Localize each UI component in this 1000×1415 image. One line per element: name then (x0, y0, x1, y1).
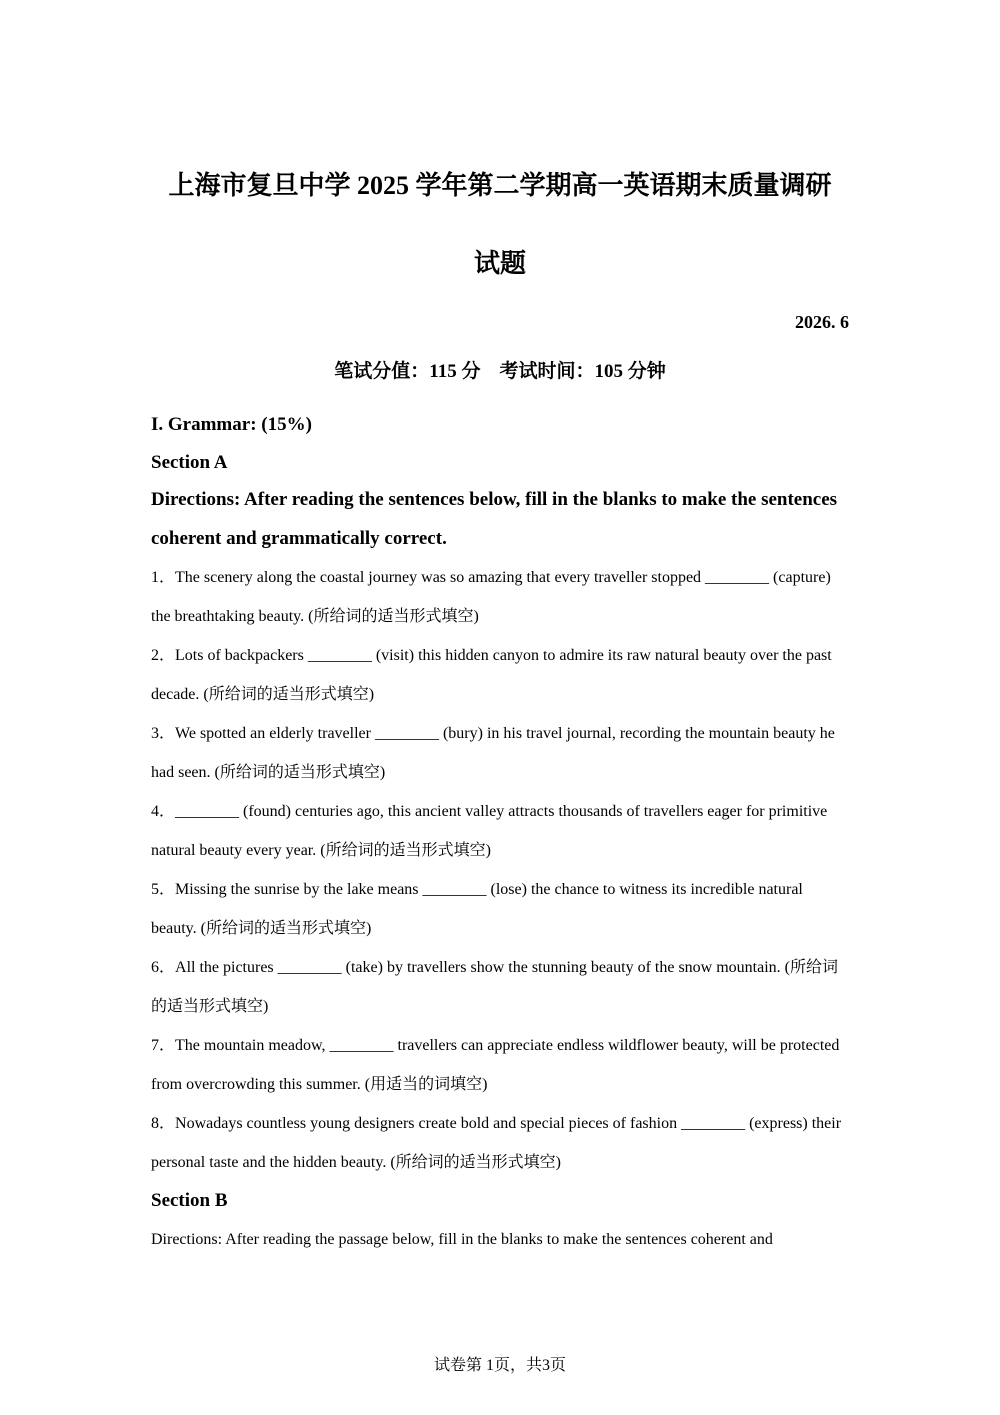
question-number: 3． (151, 725, 176, 742)
exam-date: 2026. 6 (795, 312, 849, 332)
question-number: 4． (151, 803, 176, 820)
question-item (151, 1104, 851, 1182)
question-text: Missing the sunrise by the lake means ________ (lose) the chance to witness its incredible natural beauty. (所给词的适当形式填空) (151, 881, 803, 937)
question-text: All the pictures ________ (take) by travellers show the stunning beauty of the snow mountain. (所给词的适当形式填空) (151, 959, 839, 1015)
section-b-directions: Directions: After reading the passage below, fill in the blanks to make the sentences coherent and (151, 1231, 773, 1248)
question-text: Nowadays countless young designers create bold and special pieces of fashion ________ (express) their personal taste and the hidden beauty. (所给词的适当形式填空) (151, 1115, 842, 1171)
question-number: 8． (151, 1115, 176, 1132)
question-item (151, 948, 851, 1026)
exam-meta: 笔试分值：115 分 考试时间：105 分钟 (334, 361, 666, 382)
question-number: 1． (151, 569, 176, 586)
question-number: 6． (151, 959, 176, 976)
question-text: The scenery along the coastal journey was so amazing that every traveller stopped ________ (capture) the breathtaking beauty. (所给词的适当形式填空) (151, 569, 831, 625)
question-number: 7． (151, 1037, 176, 1054)
question-text: Lots of backpackers ________ (visit) this hidden canyon to admire its raw natural beauty over the past decade. (所给词的适当形式填空) (151, 647, 832, 703)
question-text: The mountain meadow, ________ travellers can appreciate endless wildflower beauty, will be protected from overcrowding this summer. (用适当的词填空) (151, 1037, 840, 1093)
section-a-heading: Section A (151, 452, 228, 473)
exam-title-line2: 试题 (473, 249, 526, 278)
question-text: ________ (found) centuries ago, this ancient valley attracts thousands of travellers eager for primitive natural beauty every year. (所给词的适当形式填空) (151, 803, 828, 859)
section-b-heading: Section B (151, 1190, 228, 1211)
question-item (151, 558, 851, 636)
question-item (151, 636, 851, 714)
page-footer: 试卷第 1页，共3页 (433, 1357, 566, 1374)
question-text: We spotted an elderly traveller ________ (bury) in his travel journal, recording the mountain beauty he had seen. (所给词的适当形式填空) (151, 725, 835, 781)
question-item (151, 714, 851, 792)
exam-content (151, 412, 851, 1259)
question-item (151, 792, 851, 870)
question-item (151, 870, 851, 948)
question-number: 5． (151, 881, 176, 898)
exam-title-line1: 上海市复旦中学 2025 学年第二学期高一英语期末质量调研 (168, 171, 832, 200)
question-number: 2． (151, 647, 176, 664)
section-a-directions: Directions: After reading the sentences below, fill in the blanks to make the sentences coherent and grammatically correct. (151, 489, 838, 549)
question-item (151, 1026, 851, 1104)
part-heading-grammar: I. Grammar: (15%) (151, 414, 312, 435)
